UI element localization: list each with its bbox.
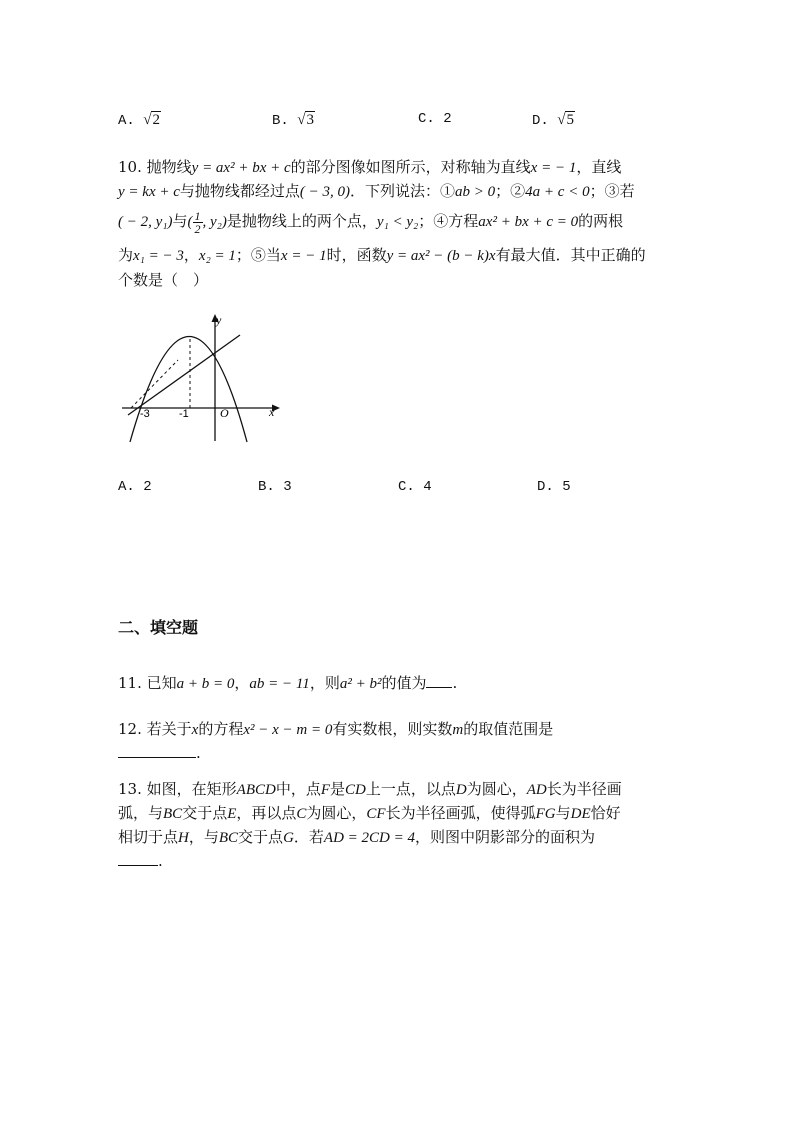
q10-text: ， bbox=[183, 246, 199, 264]
q10-line-3 bbox=[118, 210, 623, 235]
parabola-curve bbox=[130, 337, 247, 443]
q10-text: 与 bbox=[172, 212, 188, 230]
q9-option-d bbox=[532, 112, 575, 129]
q13-var: ABCD bbox=[236, 782, 276, 798]
q10-text: ，直线 bbox=[576, 158, 622, 176]
q9-option-b-sqrt: √3 bbox=[297, 112, 314, 128]
q10-text: ．下列说法：① bbox=[350, 182, 456, 200]
q10-text: 的两根 bbox=[578, 212, 624, 230]
q9-option-a bbox=[118, 112, 161, 129]
q10-point: ( − 3, 0) bbox=[299, 184, 351, 200]
q10-parabola-equation: y = ax² + bx + c bbox=[191, 160, 291, 176]
q13-answer-blank[interactable] bbox=[118, 853, 158, 866]
q11-text: 的值为 bbox=[381, 674, 427, 692]
q10-option-b: B. 3 bbox=[258, 479, 292, 495]
q11-answer-blank[interactable] bbox=[426, 675, 452, 688]
q10-option-c: C. 4 bbox=[398, 479, 432, 495]
q10-option-d: D. 5 bbox=[537, 479, 571, 495]
q12-equation: x² − x − m = 0 bbox=[243, 722, 333, 738]
q13-text: ，与 bbox=[188, 828, 219, 846]
straight-line bbox=[128, 335, 240, 415]
q10-text: ；② bbox=[495, 182, 526, 200]
q10-fraction bbox=[193, 210, 203, 235]
q13-text: 如图，在矩形 bbox=[146, 780, 237, 798]
q10-point-2-close: , y₂) bbox=[202, 214, 227, 230]
q13-number: 13. bbox=[118, 780, 142, 798]
tick-label-minus-1: -1 bbox=[179, 408, 189, 420]
q13-text: 上一点，以点 bbox=[365, 780, 456, 798]
q10-fraction-numerator: 1 bbox=[194, 209, 201, 224]
q11-number: 11. bbox=[118, 674, 142, 692]
q13-text: ，则图中阴影部分的面积为 bbox=[415, 828, 596, 846]
q10-line-4 bbox=[118, 244, 646, 265]
q9-option-c-label: C. bbox=[418, 111, 435, 127]
q10-text: 有最大值．其中正确的 bbox=[495, 246, 646, 264]
q13-var: BC bbox=[163, 806, 183, 822]
q11-text: 已知 bbox=[146, 674, 177, 692]
q9-option-a-label: A. bbox=[118, 113, 135, 129]
q13-text: 恰好 bbox=[590, 804, 621, 822]
q13-text: 是 bbox=[330, 780, 346, 798]
q13-text: 长为半径画弧，使得弧 bbox=[385, 804, 536, 822]
q9-option-a-sqrt: √2 bbox=[143, 112, 160, 128]
q13-var: BC bbox=[218, 830, 239, 846]
q10-number: 10. bbox=[118, 158, 142, 176]
q10-text: 的部分图像如图所示，对称轴为直线 bbox=[290, 158, 531, 176]
q12-line bbox=[118, 718, 553, 739]
q13-var: E bbox=[227, 806, 237, 822]
q11-expression-2: ab = − 11 bbox=[249, 676, 310, 692]
q13-var: FG bbox=[535, 806, 556, 822]
q11-line bbox=[118, 672, 457, 693]
q13-var: AD bbox=[526, 782, 547, 798]
q10-text: ；③若 bbox=[589, 182, 635, 200]
q10-root-1: x₁ = − 3 bbox=[133, 248, 184, 264]
q13-text: 为圆心， bbox=[306, 804, 367, 822]
q10-text: 为 bbox=[118, 246, 134, 264]
q10-point-2-open: ( bbox=[187, 214, 193, 230]
q10-claim-4: ax² + bx + c = 0 bbox=[478, 214, 579, 230]
q12-end: . bbox=[196, 744, 201, 762]
q13-var: G bbox=[283, 830, 294, 846]
q9-option-b-label: B. bbox=[272, 113, 289, 129]
q13-var: C bbox=[296, 806, 307, 822]
q12-text: 若关于 bbox=[146, 720, 192, 738]
q13-var: CF bbox=[366, 806, 386, 822]
q13-text: 与 bbox=[555, 804, 571, 822]
q9-option-d-label: D. bbox=[532, 113, 549, 129]
q13-line-1 bbox=[118, 778, 622, 799]
q10-text: 是抛物线上的两个点， bbox=[226, 212, 377, 230]
q10-root-2: x₂ = 1 bbox=[198, 248, 236, 264]
q13-answer-line bbox=[118, 852, 163, 870]
section-title: 二、填空题 bbox=[118, 618, 199, 637]
q12-number: 12. bbox=[118, 720, 142, 738]
q10-claim-5: x = − 1 bbox=[280, 248, 327, 264]
q13-var: CD bbox=[345, 782, 366, 798]
origin-label: O bbox=[220, 406, 229, 420]
q13-text: 交于点 bbox=[238, 828, 284, 846]
q10-line-5 bbox=[118, 269, 208, 290]
q9-option-b-value: 3 bbox=[306, 112, 314, 128]
q13-text: 长为半径画 bbox=[546, 780, 622, 798]
q13-text: ，再以点 bbox=[236, 804, 297, 822]
q12-text: 的取值范围是 bbox=[463, 720, 554, 738]
q13-end: . bbox=[158, 852, 163, 870]
q10-point-1: ( − 2, y₁) bbox=[118, 214, 173, 230]
q9-option-c-value: 2 bbox=[443, 111, 452, 127]
q10-option-a: A. 2 bbox=[118, 479, 152, 495]
q10-fraction-denominator: 2 bbox=[194, 222, 201, 237]
q13-var: DE bbox=[570, 806, 591, 822]
q9-option-a-value: 2 bbox=[152, 112, 160, 128]
q13-expression: AD = 2CD = 4 bbox=[323, 830, 415, 846]
q10-text: 个数是（ ） bbox=[118, 271, 209, 289]
q11-expression-3: a² + b² bbox=[339, 676, 382, 692]
x-axis-label: x bbox=[269, 405, 275, 419]
q13-var: H bbox=[178, 830, 189, 846]
q10-claim-3: y₁ < y₂ bbox=[376, 214, 419, 230]
q11-expression-1: a + b = 0 bbox=[176, 676, 235, 692]
y-axis-label: y bbox=[216, 313, 222, 327]
q10-text: 抛物线 bbox=[146, 158, 192, 176]
q10-graph bbox=[118, 305, 288, 445]
q10-line-equation: y = kx + c bbox=[118, 184, 180, 200]
q10-point-2 bbox=[187, 209, 227, 237]
q10-text: 时，函数 bbox=[326, 246, 387, 264]
q10-axis-equation: x = − 1 bbox=[530, 160, 577, 176]
q13-var: D bbox=[455, 782, 467, 798]
q13-text: 为圆心， bbox=[466, 780, 527, 798]
q10-line-2 bbox=[118, 180, 635, 201]
q12-variable-x: x bbox=[191, 722, 199, 738]
q11-text: ，则 bbox=[309, 674, 340, 692]
q12-text: 有实数根，则实数 bbox=[332, 720, 453, 738]
q10-line-1 bbox=[118, 156, 621, 177]
q9-option-c bbox=[418, 111, 452, 127]
q13-text: 弧，与 bbox=[118, 804, 164, 822]
q13-text: ．若 bbox=[293, 828, 324, 846]
q13-var: F bbox=[320, 782, 331, 798]
tick-label-minus-3: -3 bbox=[140, 408, 150, 420]
q12-variable-m: m bbox=[452, 722, 464, 738]
q10-text: 与抛物线都经过点 bbox=[179, 182, 300, 200]
q10-text: ；⑤当 bbox=[235, 246, 281, 264]
q13-text: 相切于点 bbox=[118, 828, 179, 846]
q9-option-b bbox=[272, 112, 315, 129]
q13-text: 交于点 bbox=[182, 804, 228, 822]
q10-claim-2: 4a + c < 0 bbox=[525, 184, 590, 200]
q13-line-3 bbox=[118, 826, 595, 847]
q9-option-d-sqrt: √5 bbox=[557, 112, 574, 128]
q10-function: y = ax² − (b − k)x bbox=[386, 248, 496, 264]
q13-line-2 bbox=[118, 802, 621, 823]
q12-text: 的方程 bbox=[198, 720, 244, 738]
q11-end: . bbox=[452, 674, 458, 692]
q12-answer-line bbox=[118, 744, 201, 762]
q10-text: ；④方程 bbox=[418, 212, 479, 230]
q12-answer-blank[interactable] bbox=[118, 745, 196, 758]
q11-text: ， bbox=[234, 674, 250, 692]
q9-option-d-value: 5 bbox=[566, 112, 574, 128]
q13-text: 中，点 bbox=[275, 780, 321, 798]
q10-claim-1: ab > 0 bbox=[455, 184, 496, 200]
